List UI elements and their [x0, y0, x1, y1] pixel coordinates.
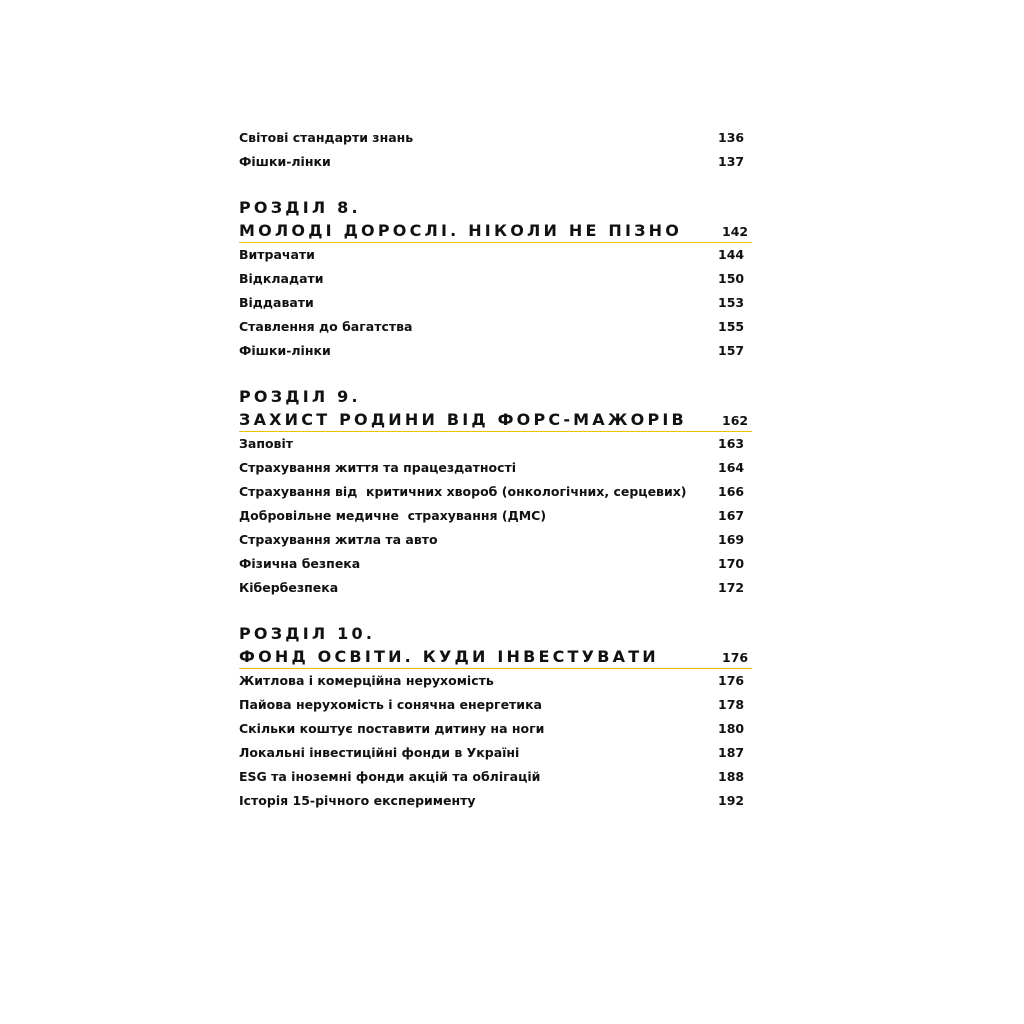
toc-entry-label: Скільки коштує поставити дитину на ноги: [239, 721, 545, 736]
toc-section-8: [239, 196, 752, 363]
toc-entry-page: 192: [718, 793, 745, 808]
section-title-row: [239, 220, 752, 243]
section-entries: [239, 669, 752, 813]
toc-entry-page: 136: [718, 130, 745, 145]
toc-entry-page: 144: [718, 247, 745, 262]
toc-entry-page: 166: [718, 484, 745, 499]
toc-entry-page: 187: [718, 745, 745, 760]
toc-entry: [239, 480, 752, 504]
table-of-contents: [239, 126, 752, 813]
toc-entry: [239, 126, 752, 150]
toc-entry-page: 150: [718, 271, 745, 286]
toc-entry-page: 180: [718, 721, 745, 736]
toc-entry: [239, 765, 752, 789]
toc-entry: [239, 150, 752, 174]
toc-entry-page: 155: [718, 319, 745, 334]
toc-entry-page: 137: [718, 154, 745, 169]
toc-entry-label: Ставлення до багатства: [239, 319, 413, 334]
toc-entry: [239, 504, 752, 528]
toc-entry: [239, 339, 752, 363]
toc-entry: [239, 576, 752, 600]
section-page: 176: [722, 650, 749, 665]
section-page: 142: [722, 224, 749, 239]
toc-entry-label: Страхування житла та авто: [239, 532, 438, 547]
toc-entry-label: Фізична безпека: [239, 556, 361, 571]
toc-entry-label: Кібербезпека: [239, 580, 339, 595]
toc-entry-page: 170: [718, 556, 745, 571]
toc-entry: [239, 432, 752, 456]
section-number: РОЗДІЛ 9.: [239, 387, 361, 406]
lead-entries: [239, 126, 752, 174]
toc-entry-page: 178: [718, 697, 745, 712]
toc-entry-page: 188: [718, 769, 745, 784]
toc-entry: [239, 741, 752, 765]
toc-entry-page: 169: [718, 532, 745, 547]
toc-entry-label: Житлова і комерційна нерухомість: [239, 673, 494, 688]
toc-entry-label: Заповіт: [239, 436, 293, 451]
section-title: МОЛОДІ ДОРОСЛІ. НІКОЛИ НЕ ПІЗНО: [239, 221, 683, 240]
toc-entry: [239, 267, 752, 291]
section-title-row: [239, 646, 752, 669]
toc-entry-label: Локальні інвестиційні фонди в Україні: [239, 745, 520, 760]
toc-entry-page: 172: [718, 580, 745, 595]
toc-entry-label: Фішки-лінки: [239, 154, 331, 169]
toc-section-10: [239, 622, 752, 813]
toc-entry-page: 176: [718, 673, 745, 688]
toc-entry-label: Фішки-лінки: [239, 343, 331, 358]
section-entries: [239, 243, 752, 363]
toc-entry-label: Страхування від критичних хвороб (онкологічних, серцевих): [239, 484, 687, 499]
toc-entry: [239, 243, 752, 267]
toc-entry-page: 153: [718, 295, 745, 310]
toc-entry-label: Страхування життя та працездатності: [239, 460, 517, 475]
toc-entry-label: Історія 15-річного експерименту: [239, 793, 476, 808]
toc-entry: [239, 528, 752, 552]
toc-entry-label: Віддавати: [239, 295, 314, 310]
toc-entry-label: Пайова нерухомість і сонячна енергетика: [239, 697, 542, 712]
toc-entry: [239, 315, 752, 339]
toc-entry-label: Добровільне медичне страхування (ДМС): [239, 508, 547, 523]
section-title: ФОНД ОСВІТИ. КУДИ ІНВЕСТУВАТИ: [239, 647, 659, 666]
toc-entry-page: 157: [718, 343, 745, 358]
section-title: ЗАХИСТ РОДИНИ ВІД ФОРС-МАЖОРІВ: [239, 410, 687, 429]
toc-entry-page: 167: [718, 508, 745, 523]
toc-entry-label: Витрачати: [239, 247, 315, 262]
section-number: РОЗДІЛ 8.: [239, 198, 361, 217]
section-entries: [239, 432, 752, 600]
toc-entry: [239, 291, 752, 315]
toc-entry: [239, 456, 752, 480]
toc-entry: [239, 669, 752, 693]
toc-section-9: [239, 385, 752, 600]
toc-entry-page: 163: [718, 436, 745, 451]
toc-entry-page: 164: [718, 460, 745, 475]
section-number: РОЗДІЛ 10.: [239, 624, 376, 643]
toc-entry: [239, 552, 752, 576]
section-title-row: [239, 409, 752, 432]
toc-entry-label: Світові стандарти знань: [239, 130, 414, 145]
toc-entry: [239, 693, 752, 717]
toc-entry: [239, 717, 752, 741]
toc-entry: [239, 789, 752, 813]
toc-entry-label: ESG та іноземні фонди акцій та облігацій: [239, 769, 541, 784]
toc-entry-label: Відкладати: [239, 271, 324, 286]
section-page: 162: [722, 413, 749, 428]
